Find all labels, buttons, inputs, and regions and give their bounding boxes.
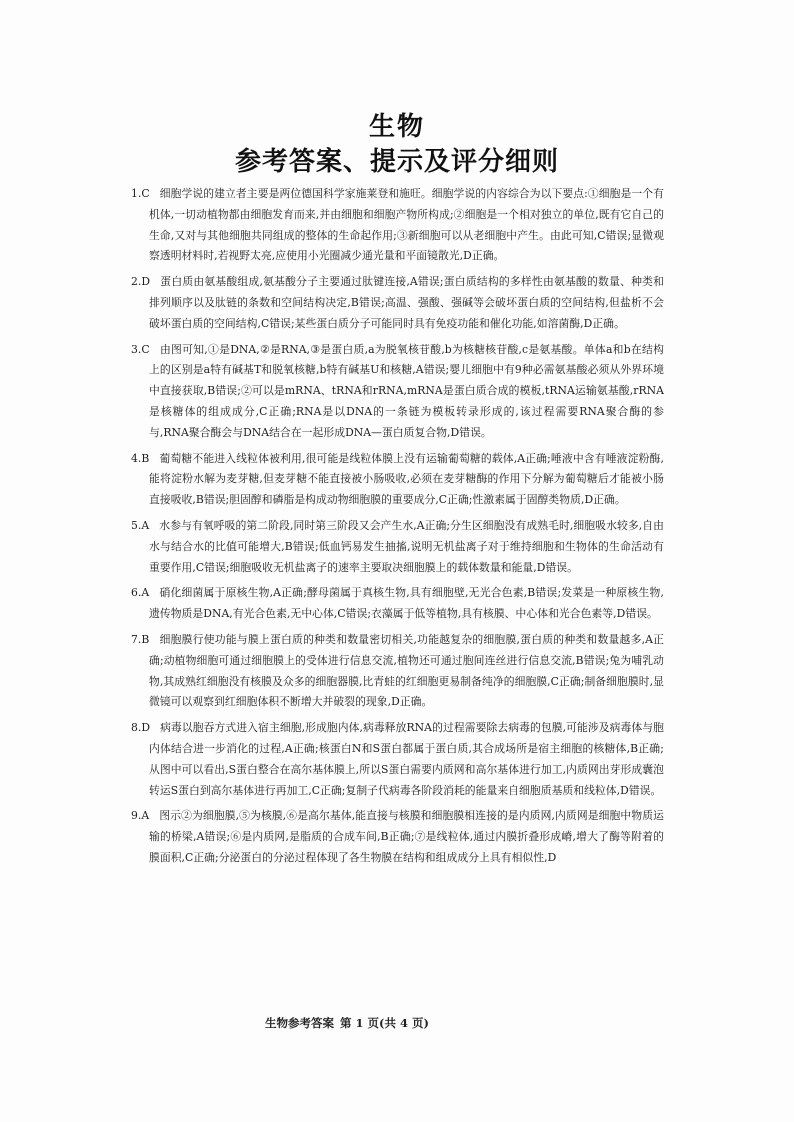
answer-item-4: [131, 449, 664, 511]
footer-page-number: 第 1 页(共 4 页): [340, 1016, 429, 1030]
item-explanation: 细胞膜行使功能与膜上蛋白质的种类和数量密切相关,功能越复杂的细胞膜,蛋白质的种类和数量越多,A正确;动植物细胞可通过细胞膜上的受体进行信息交流,植物还可通过胞间连丝进行信息交流,B错误;兔为哺乳动物,其成熟红细胞没有核膜及众多的细胞器膜,比青蛙的红细胞更易制备纯净的细胞膜,C正确;制备细胞膜时,显微镜可以观察到红细胞体积不断增大并破裂的现象,D正确。: [149, 632, 664, 709]
item-number: 7.: [131, 632, 142, 646]
item-number: 4.: [131, 451, 142, 465]
item-answer: A: [141, 809, 150, 823]
item-explanation: 水参与有氧呼吸的第二阶段,同时第三阶段又会产生水,A正确;分生区细胞没有成熟毛时,细胞吸水较多,自由水与结合水的比值可能增大,B错误;低血钙易发生抽搐,说明无机盐离子对于维持细胞和生物体的生命活动有重要作用,C错误;细胞吸收无机盐离子的速率主要取决细胞膜上的载体数量和能量,D错误。: [149, 518, 664, 574]
answer-item-3: [131, 340, 664, 444]
answer-list: [131, 184, 664, 874]
item-explanation: 葡萄糖不能进入线粒体被利用,很可能是线粒体膜上没有运输葡萄糖的载体,A正确;唾液中含有唾液淀粉酶,能将淀粉水解为麦芽糖,但麦芽糖不能直接被小肠吸收,必须在麦芽糖酶的作用下分解为葡萄糖后才能被小肠直接吸收,B错误;胆固醇和磷脂是构成动物细胞膜的重要成分,C正确;性激素属于固醇类物质,D正确。: [149, 451, 664, 507]
item-number: 6.: [131, 586, 142, 600]
answer-item-9: [131, 806, 664, 868]
item-answer: C: [141, 342, 150, 356]
answer-item-8: [131, 718, 664, 801]
item-number: 9.: [131, 809, 142, 823]
item-number: 3.: [131, 342, 142, 356]
item-answer: A: [141, 586, 150, 600]
item-number: 5.: [131, 518, 142, 532]
page-title: 生物: [368, 112, 425, 142]
answer-item-6: [131, 583, 664, 625]
item-explanation: 病毒以胞吞方式进入宿主细胞,形成胞内体,病毒释放RNA的过程需要除去病毒的包膜,可能涉及病毒体与胞内体结合进一步消化的过程,A正确;核蛋白N和S蛋白都属于蛋白质,其合成场所是宿主细胞的核糖体,B正确;从图中可以看出,S蛋白整合在高尔基体膜上,所以S蛋白需要内质网和高尔基体进行加工,内质网出芽形成囊泡转运S蛋白到高尔基体进行再加工,C正确;复制子代病毒各阶段消耗的能量来自细胞质基质和线粒体,D错误。: [149, 721, 664, 797]
answer-item-2: [131, 272, 664, 334]
page-subtitle: 参考答案、提示及评分细则: [234, 147, 559, 177]
item-explanation: 硝化细菌属于原核生物,A正确;酵母菌属于真核生物,具有细胞壁,无光合色素,B错误;发菜是一种原核生物,遗传物质是DNA,有光合色素,无中心体,C错误;衣藻属于低等植物,具有核膜、中心体和光合色素等,D错误。: [149, 586, 664, 621]
footer-label: 生物参考答案: [265, 1016, 334, 1030]
item-number: 1.: [131, 187, 142, 200]
item-number: 2.: [131, 275, 142, 289]
answer-item-5: [131, 516, 664, 578]
item-answer: B: [141, 632, 150, 646]
item-explanation: 由图可知,①是DNA,②是RNA,③是蛋白质,a为脱氧核苷酸,b为核糖核苷酸,c是氨基酸。单体a和b在结构上的区别是a特有碱基T和脱氧核糖,b特有碱基U和核糖,A错误;婴儿细胞中有9种必需氨基酸必须从外界环境中直接获取,B错误;②可以是mRNA、tRNA和rRNA,mRNA是蛋白质合成的模板,tRNA运输氨基酸,rRNA是核糖体的组成成分,C正确;RNA是以DNA的一条链为模板转录形成的,该过程需要RNA聚合酶的参与,RNA聚合酶会与DNA结合在一起形成DNA—蛋白质复合物,D错误。: [149, 342, 664, 439]
item-answer: D: [141, 275, 151, 289]
item-explanation: 蛋白质由氨基酸组成,氨基酸分子主要通过肽键连接,A错误;蛋白质结构的多样性由氨基酸的数量、种类和排列顺序以及肽链的条数和空间结构决定,B错误;高温、强酸、强碱等会破坏蛋白质的空间结构,但盐析不会破坏蛋白质的空间结构,C错误;某些蛋白质分子可能同时具有免疫功能和催化功能,如溶菌酶,D正确。: [149, 275, 664, 330]
item-explanation: 细胞学说的建立者主要是两位德国科学家施莱登和施旺。细胞学说的内容综合为以下要点:①细胞是一个有机体,一切动植物都由细胞发育而来,并由细胞和细胞产物所构成;②细胞是一个相对独立的单位,既有它自己的生命,又对与其他细胞共同组成的整体的生命起作用;③新细胞可以从老细胞中产生。由此可知,C错误;显微观察透明材料时,若视野太亮,应使用小光圈减少通光量和平面镜散光,D正确。: [149, 187, 664, 263]
item-answer: B: [141, 451, 150, 465]
answer-item-7: [131, 630, 664, 713]
page-footer: [265, 1015, 435, 1031]
item-answer: A: [141, 518, 150, 532]
item-answer: C: [141, 187, 150, 200]
item-number: 8.: [131, 721, 142, 735]
item-explanation: 图示②为细胞膜,⑤为核膜,⑥是高尔基体,能直接与核膜和细胞膜相连接的是内质网,内质网是细胞中物质运输的桥梁,A错误;⑥是内质网,是脂质的合成车间,B正确;⑦是线粒体,通过内膜折叠形成嵴,增大了酶等附着的膜面积,C正确;分泌蛋白的分泌过程体现了各生物膜在结构和组成成分上具有相似性,D: [149, 809, 664, 864]
answer-item-1: [131, 184, 664, 267]
item-answer: D: [141, 721, 151, 735]
